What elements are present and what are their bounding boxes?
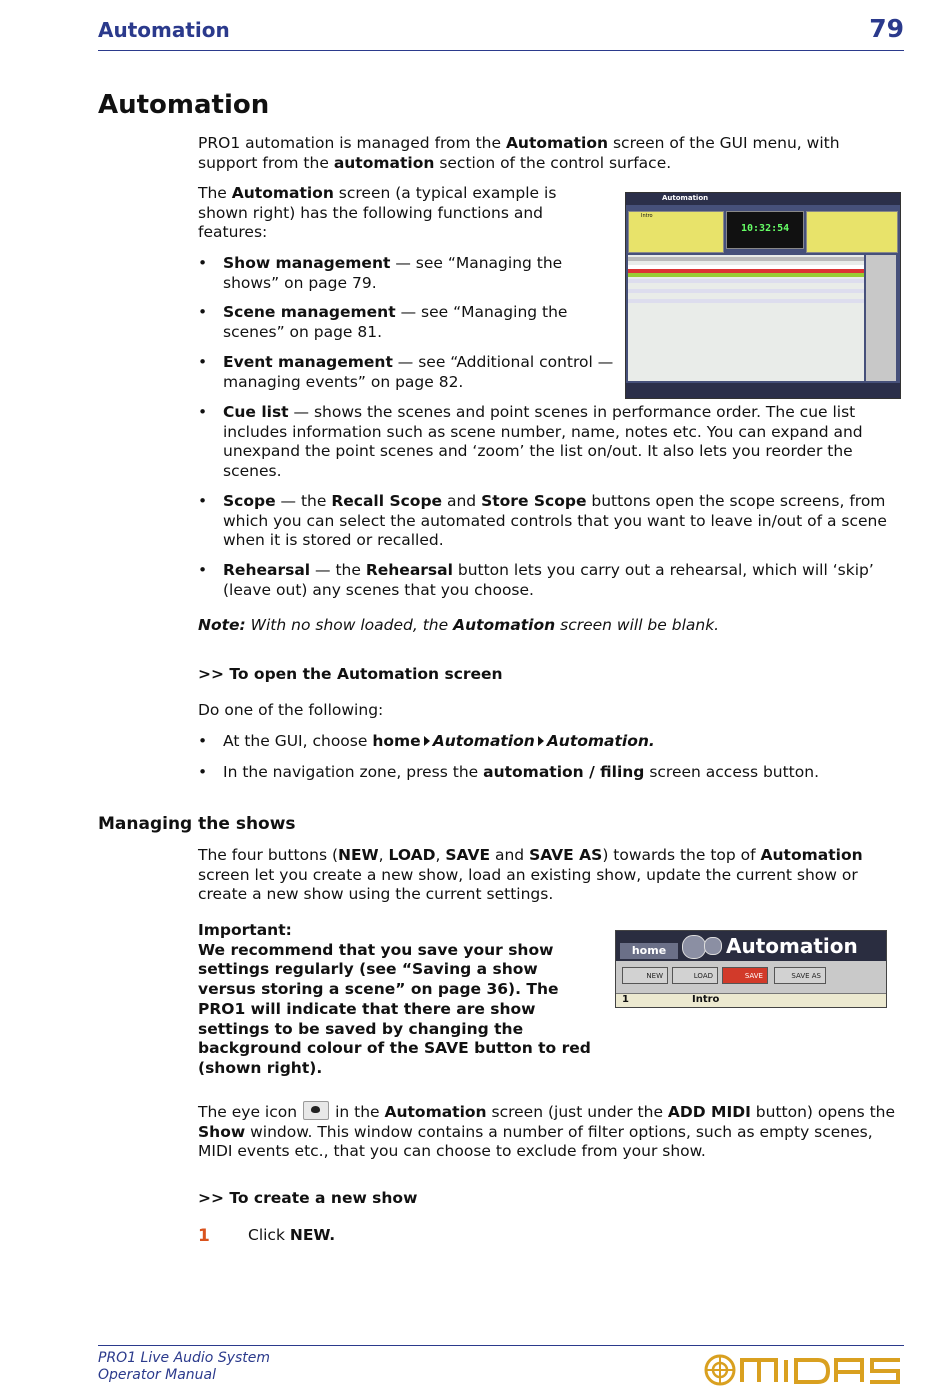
section-heading-shows: Managing the shows <box>98 814 296 834</box>
screenshot-statusbar <box>626 383 900 398</box>
step-text: Click NEW. <box>248 1226 336 1244</box>
page-header <box>98 14 904 51</box>
arrow-right-icon <box>538 736 544 746</box>
dropdown-icon <box>704 937 722 955</box>
eye-icon <box>303 1101 329 1120</box>
features-intro: The Automation screen (a typical example is shown right) has the following functions and features: <box>198 184 557 242</box>
feature-event-management: • Event management — see “Additional control — managing events” on page 82. <box>198 353 618 392</box>
cue-list <box>628 255 864 381</box>
important-text: We recommend that you save your show settings regularly (see “Saving a show versus storing a scene” on page 36). The PRO1 will indicate that there are show settings to be saved by changing the background colour of the SAVE button to red (shown right). <box>198 940 591 1077</box>
option-navigation: • In the navigation zone, press the automation / filing screen access button. <box>198 763 903 783</box>
cue-list-scrollbar <box>866 255 896 381</box>
page-number: 79 <box>869 14 904 43</box>
save-button: SAVE <box>722 967 768 984</box>
cue-list-header <box>628 257 864 261</box>
screenshot-title: Automation <box>662 194 709 202</box>
automation-screen-screenshot <box>625 192 901 399</box>
screenshot-title: Automation <box>726 934 858 958</box>
features-list-b <box>198 403 903 600</box>
cue-name: Intro <box>692 994 720 1005</box>
load-button: LOAD <box>672 967 718 984</box>
feature-scope: • Scope — the Recall Scope and Store Scope buttons open the scope screens, from which you can select the automated controls that you want to leave in/out of a scene when it is stored or recalled. <box>198 492 903 551</box>
footer <box>98 1350 270 1384</box>
table-row <box>628 279 864 283</box>
important-box <box>198 921 598 1079</box>
footer-line-2: Operator Manual <box>98 1367 216 1383</box>
table-row <box>628 299 864 303</box>
save-as-button: SAVE AS <box>774 967 826 984</box>
open-options-list <box>198 732 903 782</box>
screenshot-titlebar <box>626 193 900 205</box>
table-row <box>628 273 864 277</box>
feature-scene-management: • Scene management — see “Managing the scenes” on page 81. <box>198 303 618 342</box>
next-scene-panel <box>806 211 898 253</box>
header-title: Automation <box>98 18 230 42</box>
screenshot-header <box>616 931 886 961</box>
procedure-title-new: >> To create a new show <box>198 1189 418 1207</box>
note: Note: With no show loaded, the Automation screen will be blank. <box>198 616 720 634</box>
eye-paragraph: The eye icon in the Automation screen (just under the ADD MIDI button) opens the Show window. This window contains a number of filter options, such as empty scenes, MIDI events etc., that you can choose to exclude from your show. <box>198 1103 896 1161</box>
procedure-title-open: >> To open the Automation screen <box>198 665 503 683</box>
current-scene-panel <box>628 211 724 253</box>
current-scene-name: Intro <box>641 213 653 219</box>
step-number: 1 <box>198 1226 210 1246</box>
intro-paragraph: PRO1 automation is managed from the Automation screen of the GUI menu, with support from the automation section of the control surface. <box>198 134 840 172</box>
arrow-right-icon <box>424 736 430 746</box>
footer-divider <box>98 1345 904 1346</box>
table-row <box>628 289 864 293</box>
clock-panel <box>726 211 804 249</box>
clock-time: 10:32:54 <box>741 223 790 234</box>
feature-rehearsal: • Rehearsal — the Rehearsal button lets you carry out a rehearsal, which will ‘skip’ (leave out) any scenes that you choose. <box>198 561 903 600</box>
features-list-a <box>198 254 618 392</box>
cue-number: 1 <box>622 994 629 1005</box>
cue-strip <box>616 993 886 1008</box>
shows-paragraph: The four buttons (NEW, LOAD, SAVE and SAVE AS) towards the top of Automation screen let you create a new show, load an existing show, update the current show or create a new show using the current settings. <box>198 846 863 904</box>
feature-show-management: • Show management — see “Managing the shows” on page 79. <box>198 254 618 293</box>
midas-logo-icon <box>704 1354 904 1386</box>
procedure-intro: Do one of the following: <box>198 701 384 719</box>
back-icon <box>682 935 706 959</box>
option-gui: • At the GUI, choose home Automation Automation. <box>198 732 903 752</box>
new-button: NEW <box>622 967 668 984</box>
footer-line-1: PRO1 Live Audio System <box>98 1350 271 1366</box>
home-tab: home <box>620 943 678 959</box>
important-label: Important: <box>198 921 292 939</box>
section-heading: Automation <box>98 90 270 120</box>
show-buttons-screenshot <box>615 930 887 1008</box>
feature-cue-list: • Cue list — shows the scenes and point scenes in performance order. The cue list includes information such as scene number, name, notes etc. You can expand and unexpand the point scenes and ‘zoom’ the list on/out. It also lets you reorder the scenes. <box>198 403 903 482</box>
